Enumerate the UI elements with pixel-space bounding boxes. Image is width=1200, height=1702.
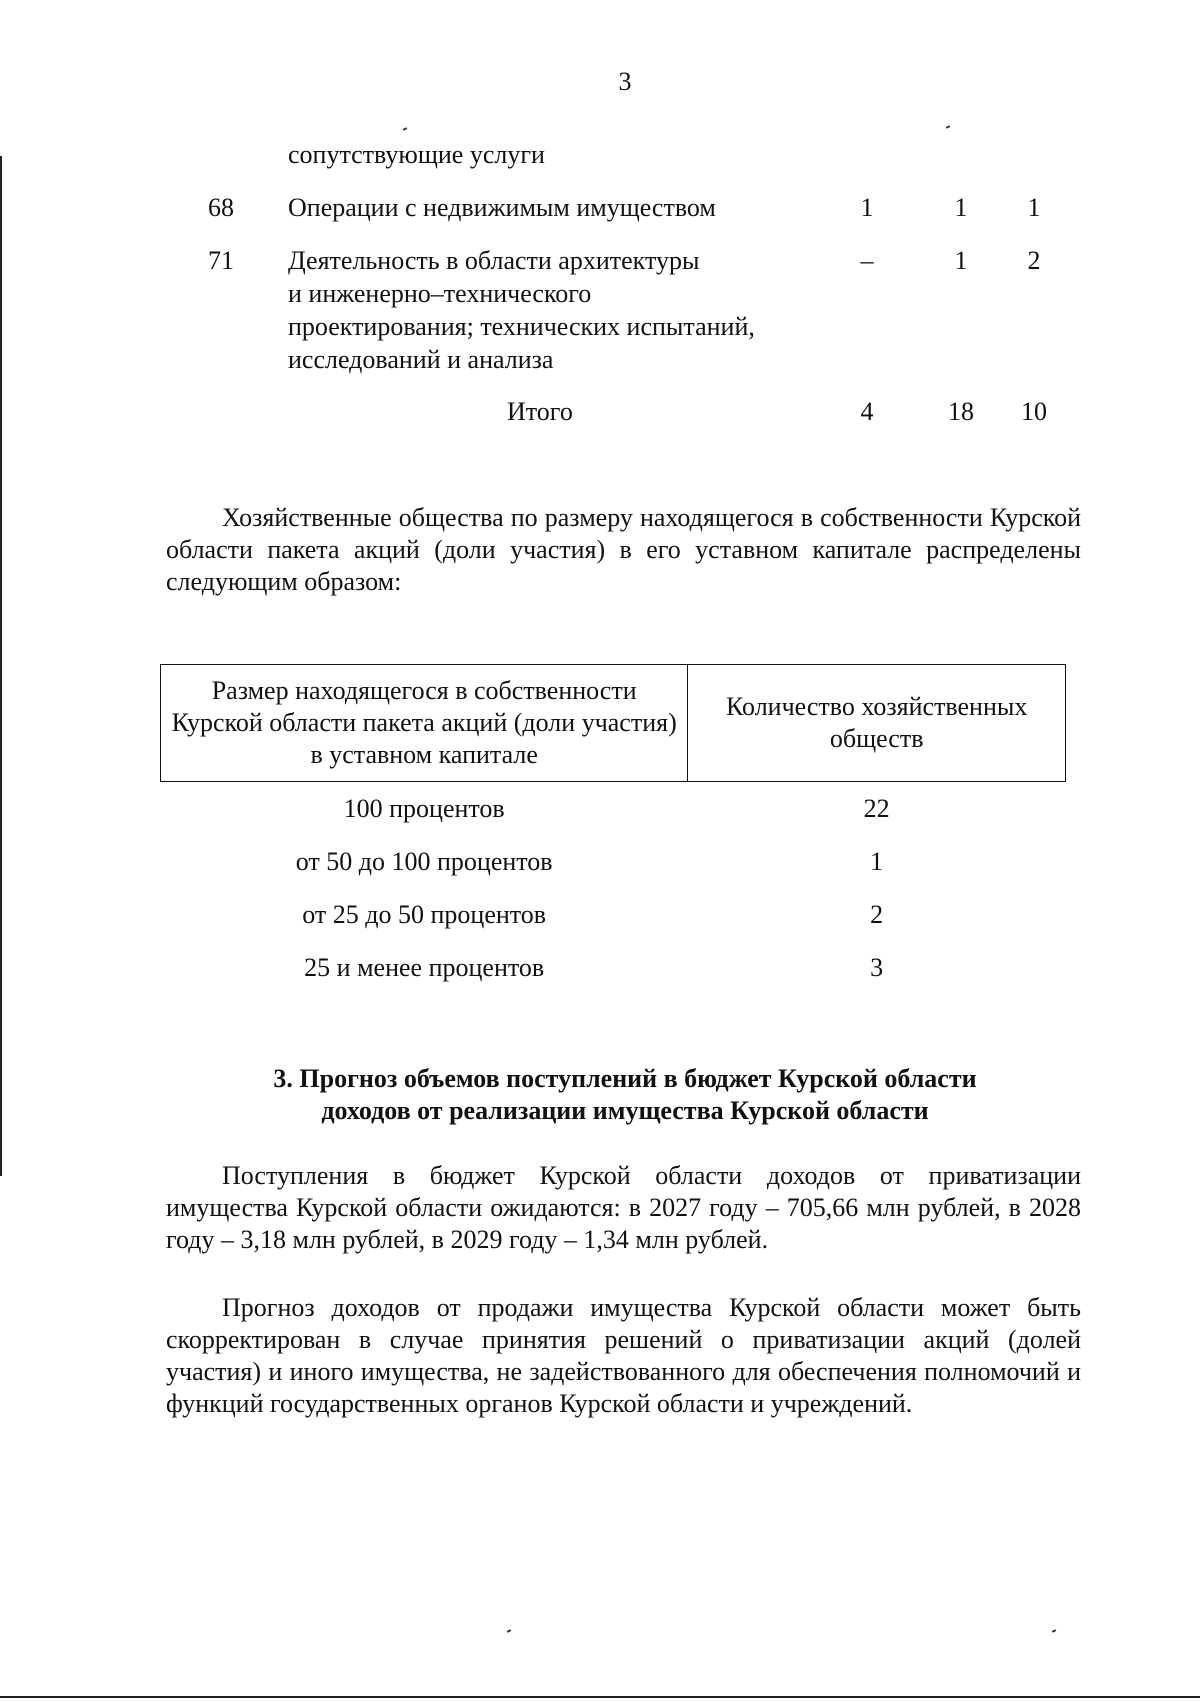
activity-code: 71 bbox=[208, 246, 234, 275]
scan-speck bbox=[403, 127, 407, 131]
header-company-count: Количество хозяйственных обществ bbox=[688, 665, 1066, 782]
scan-edge-line bbox=[0, 156, 2, 1176]
total-value-2: 18 bbox=[948, 397, 974, 426]
scan-speck bbox=[507, 1629, 511, 1633]
activity-value-1: 1 bbox=[860, 193, 874, 222]
activity-value-2: 1 bbox=[954, 193, 968, 222]
table-row bbox=[161, 941, 1066, 994]
table-row bbox=[161, 782, 1066, 836]
table-row bbox=[161, 835, 1066, 888]
table-row bbox=[161, 888, 1066, 941]
section-heading-line-1: 3. Прогноз объемов поступлений в бюджет Курской области bbox=[273, 1064, 977, 1093]
activity-name-continuation: сопутствующие услуги bbox=[288, 140, 545, 169]
company-count: 22 bbox=[863, 793, 890, 823]
section-heading bbox=[0, 1063, 1200, 1127]
activity-name-line-1: Деятельность в области архитектуры bbox=[288, 246, 700, 275]
activity-code: 68 bbox=[208, 193, 234, 222]
scan-speck bbox=[946, 125, 950, 129]
activity-name-line-2: и инженерно–технического bbox=[288, 279, 592, 308]
activity-name: Операции с недвижимым имуществом bbox=[288, 193, 716, 222]
share-size: от 50 до 100 процентов bbox=[295, 846, 553, 876]
scan-bottom-line bbox=[0, 1696, 1200, 1698]
share-size: 25 и менее процентов bbox=[304, 952, 545, 982]
page-number: 3 bbox=[618, 67, 632, 96]
intro-paragraph: Хозяйственные общества по размеру находящегося в собственности Курской области пакета акций (доли участия) в его уставном капитале распределены следующим образом: bbox=[166, 503, 1081, 596]
share-distribution-table bbox=[160, 664, 1066, 994]
activity-name-line-4: исследований и анализа bbox=[288, 345, 554, 374]
share-size: от 25 до 50 процентов bbox=[302, 899, 547, 929]
scan-speck bbox=[1052, 1629, 1056, 1633]
company-count: 3 bbox=[870, 952, 884, 982]
receipts-paragraph: Поступления в бюджет Курской области доходов от приватизации имущества Курской области ожидаются: в 2027 году – 705,66 млн рублей, в 2028 году – 3,18 млн рублей, в 2029 году – 1,34 млн рублей. bbox=[166, 1161, 1081, 1254]
activity-name-line-3: проектирования; технических испытаний, bbox=[288, 312, 755, 341]
total-label: Итого bbox=[507, 397, 573, 426]
company-count: 1 bbox=[870, 846, 884, 876]
header-share-size: Размер находящегося в собственности Курской области пакета акций (доли участия) в уставном капитале bbox=[161, 665, 688, 782]
activity-value-2: 1 bbox=[954, 246, 968, 275]
company-count: 2 bbox=[870, 899, 884, 929]
forecast-paragraph: Прогноз доходов от продажи имущества Курской области может быть скорректирован в случае принятия решений о приватизации акций (долей участия) и иного имущества, не задействованного для обеспечения полномочий и функций государственных органов Курской области и учреждений. bbox=[166, 1293, 1081, 1418]
activity-value-1: – bbox=[860, 246, 874, 275]
total-value-1: 4 bbox=[860, 397, 874, 426]
total-value-3: 10 bbox=[1021, 397, 1047, 426]
section-heading-line-2: доходов от реализации имущества Курской области bbox=[321, 1096, 929, 1125]
share-size: 100 процентов bbox=[343, 793, 505, 823]
activity-value-3: 1 bbox=[1027, 193, 1041, 222]
activity-value-3: 2 bbox=[1027, 246, 1041, 275]
